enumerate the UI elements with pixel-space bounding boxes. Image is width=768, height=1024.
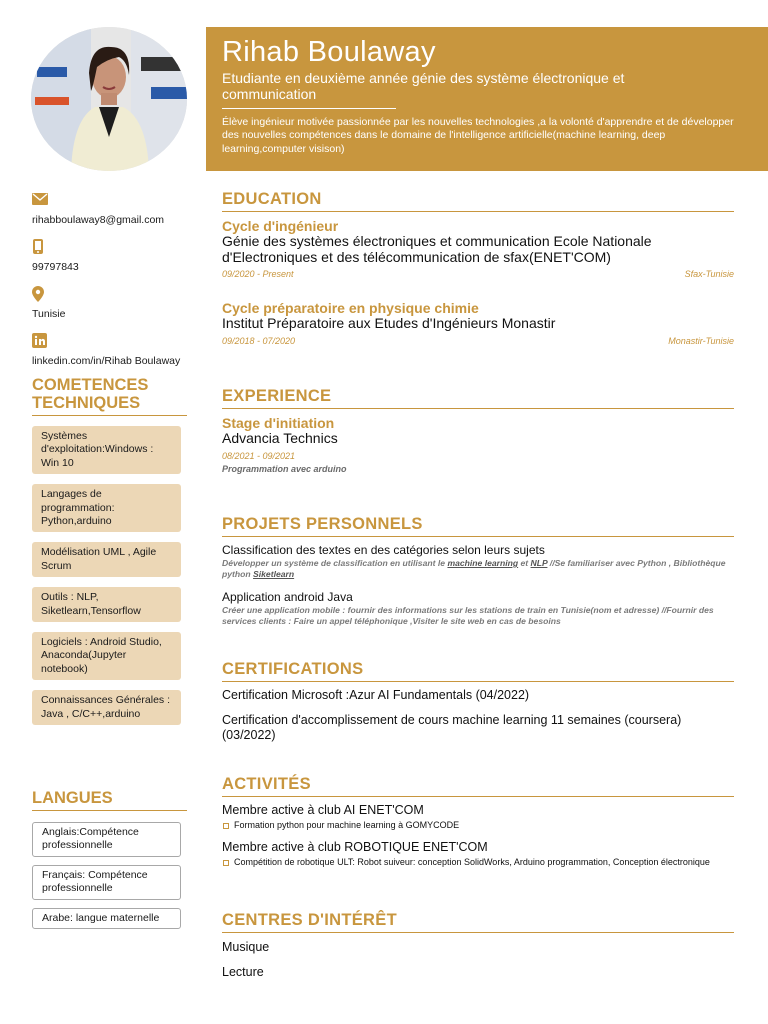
certification-text: Certification d'accomplissement de cours machine learning 11 semaines (coursera) (03/2022)	[222, 713, 682, 742]
contact-email	[32, 192, 188, 228]
interest-text: Musique	[222, 940, 270, 954]
contact-section	[32, 192, 188, 380]
project-link[interactable]: machine learning	[447, 558, 519, 568]
profile-summary: Élève ingénieur motivée passionnée par les nouvelles technologies ,a la volonté d'apprendre et de développer des nouvelles compétences dans le domaine de l'intelligence artificielle(machine learning, deep learning,computer visison)	[222, 116, 734, 155]
project-text: et	[518, 558, 531, 568]
interest-item	[222, 965, 734, 980]
project-title: Application android Java	[222, 590, 353, 604]
activities-heading: ACTIVITÉS	[222, 774, 734, 797]
contact-phone	[32, 239, 188, 275]
project-item	[222, 543, 734, 580]
language-item: Français: Compétence professionnelle	[32, 865, 181, 900]
education-school: Institut Préparatoire aux Etudes d'Ingénieurs Monastir	[222, 315, 556, 331]
activity-title: Membre active à club AI ENET'COM	[222, 803, 424, 817]
education-place: Sfax-Tunisie	[684, 269, 734, 279]
certification-item	[222, 688, 734, 703]
project-text: Développer un système de classification en utilisant le	[222, 558, 448, 568]
education-degree: Cycle préparatoire en physique chimie	[222, 300, 479, 316]
languages-list	[32, 822, 181, 937]
left-column	[0, 0, 206, 1024]
education-school: Génie des systèmes électroniques et communication Ecole Nationale d'Electroniques et des télécommunication de sfax(ENET'COM)	[222, 233, 652, 265]
certifications-heading: CERTIFICATIONS	[222, 659, 734, 682]
linkedin-icon	[32, 333, 188, 349]
phone-text: 99797843	[32, 261, 79, 273]
project-link[interactable]: Siketlearn	[253, 569, 295, 579]
activity-bullet: Formation python pour machine learning à GOMYCODE	[222, 820, 734, 831]
certification-item	[222, 713, 734, 742]
education-dates: 09/2018 - 07/2020	[222, 335, 296, 346]
education-heading: EDUCATION	[222, 189, 734, 212]
skills-list	[32, 426, 181, 735]
skill-item: Modélisation UML , Agile Scrum	[32, 542, 181, 577]
skill-item: Logiciels : Android Studio, Anaconda(Jupyter notebook)	[32, 632, 181, 680]
skill-item: Systèmes d'exploitation:Windows : Win 10	[32, 426, 181, 474]
project-text: //Se familiariser avec Python , Bibliothèque python	[222, 558, 726, 579]
projects-heading: PROJETS PERSONNELS	[222, 514, 734, 537]
interests-heading: CENTRES D'INTÉRÊT	[222, 910, 734, 933]
activity-bullet: Compétition de robotique ULT: Robot suiveur: conception SolidWorks, Arduino programmation, Conception électronique	[222, 857, 734, 868]
skill-item: Connaissances Générales : Java , C/C++,arduino	[32, 690, 181, 725]
activity-item	[222, 840, 734, 868]
education-degree: Cycle d'ingénieur	[222, 218, 339, 234]
project-description: Créer une application mobile : fournir des informations sur les stations de train en Tunisie(nom et adresse) //Fournir des services clients : Faire un appel téléphonique ,Visiter le site web en cas de besoins	[222, 605, 714, 626]
education-dates: 09/2020 - Present	[222, 269, 294, 279]
phone-icon	[32, 239, 188, 255]
location-pin-icon	[32, 286, 188, 302]
languages-heading: LANGUES	[32, 789, 187, 811]
person-name: Rihab Boulaway	[222, 36, 436, 68]
project-link[interactable]: NLP	[530, 558, 548, 568]
skill-item: Outils : NLP, Siketlearn,Tensorflow	[32, 587, 181, 622]
project-description	[222, 558, 734, 580]
header-divider	[222, 108, 396, 109]
certification-text: Certification Microsoft :Azur AI Fundamentals (04/2022)	[222, 688, 530, 702]
headline: Etudiante en deuxième année génie des système électronique et communication	[222, 70, 625, 102]
linkedin-text[interactable]: linkedin.com/in/Rihab Boulaway	[32, 355, 181, 367]
mail-icon	[32, 192, 188, 208]
experience-heading: EXPERIENCE	[222, 386, 734, 409]
activity-item	[222, 803, 734, 831]
education-meta	[222, 268, 734, 280]
contact-location	[32, 286, 188, 322]
activity-title: Membre active à club ROBOTIQUE ENET'COM	[222, 840, 488, 854]
education-place: Monastir-Tunisie	[668, 335, 734, 346]
project-item	[222, 590, 734, 627]
experience-meta	[222, 450, 734, 462]
contact-linkedin	[32, 333, 188, 369]
header-banner	[206, 27, 768, 171]
interest-text: Lecture	[222, 965, 264, 979]
skills-heading: COMETENCES TECHNIQUES	[32, 376, 187, 416]
project-title: Classification des textes en des catégories selon leurs sujets	[222, 543, 545, 557]
skill-item: Langages de programmation: Python,arduino	[32, 484, 181, 532]
experience-item	[222, 415, 734, 475]
location-text: Tunisie	[32, 308, 66, 320]
experience-role: Stage d'initiation	[222, 415, 335, 431]
experience-company: Advancia Technics	[222, 430, 338, 446]
education-item	[222, 300, 734, 347]
email-text[interactable]: rihabboulaway8@gmail.com	[32, 214, 165, 226]
education-item	[222, 218, 734, 280]
experience-dates: 08/2021 - 09/2021	[222, 450, 296, 461]
interest-item	[222, 940, 734, 955]
experience-description: Programmation avec arduino	[222, 463, 347, 474]
language-item: Anglais:Compétence professionnelle	[32, 822, 181, 857]
profile-photo	[31, 27, 187, 171]
language-item: Arabe: langue maternelle	[32, 908, 181, 929]
education-meta	[222, 335, 734, 347]
